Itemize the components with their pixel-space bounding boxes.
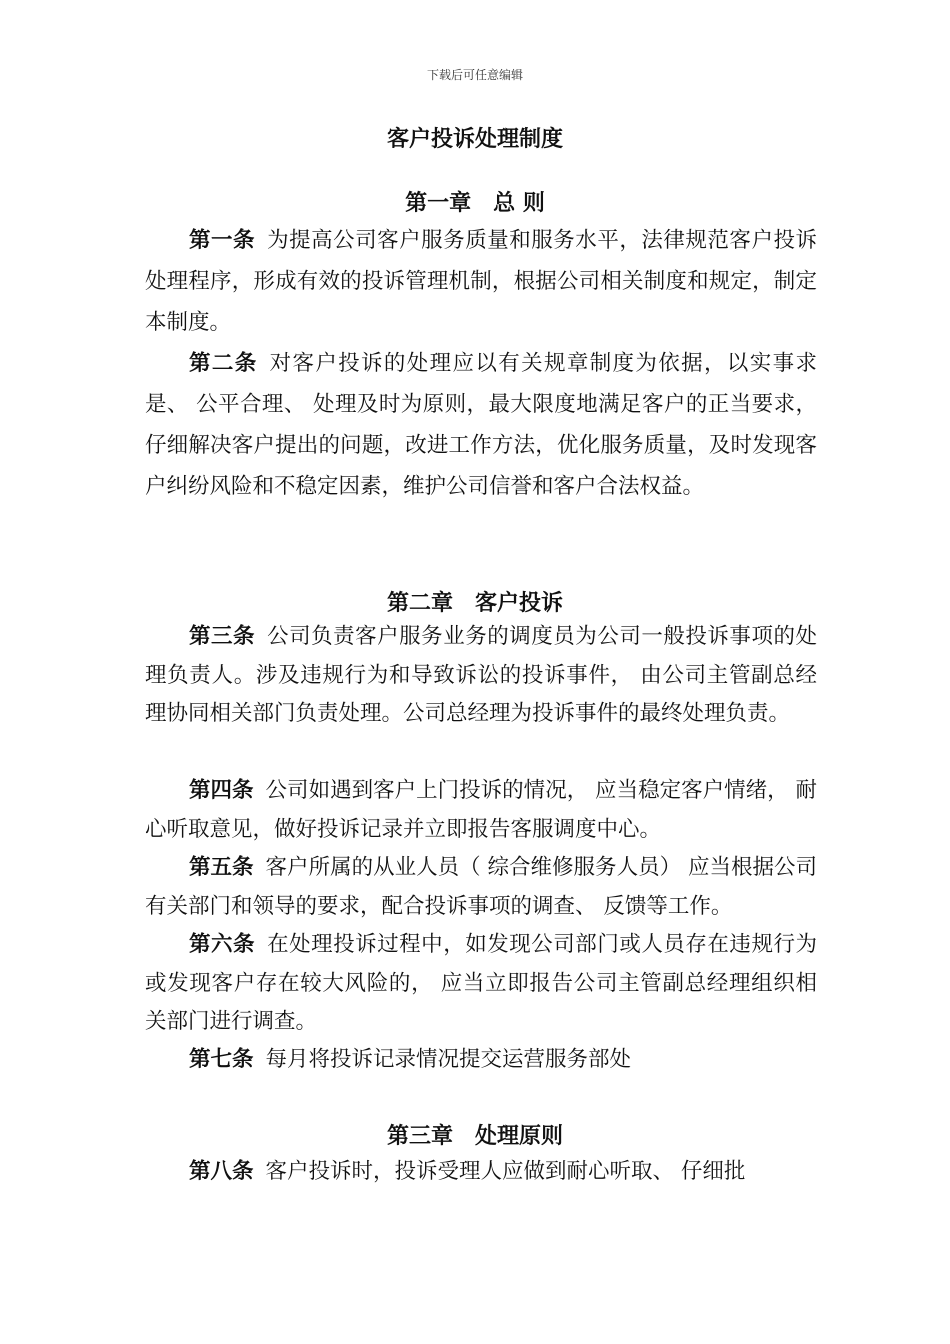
article-label: 第七条 (189, 1047, 254, 1072)
article-6 (145, 926, 817, 1042)
article-3 (145, 618, 817, 734)
article-4 (145, 772, 817, 849)
chapter-heading: 第三章 处理原则 (386, 1124, 563, 1149)
article-5 (145, 849, 817, 926)
article-text: 在处理投诉过程中，如发现公司部门或人员存在违规行为或发现客户存在较大风险的， 应当立即报告公司主管副总经理组织相关部门进行调查。 (145, 932, 817, 1034)
chapter-heading: 第一章 总 则 (405, 191, 545, 216)
article-label: 第八条 (189, 1159, 254, 1184)
article-label: 第一条 (189, 228, 256, 253)
article-label: 第六条 (189, 932, 256, 957)
article-text: 每月将投诉记录情况提交运营服务部处 (265, 1047, 632, 1072)
article-label: 第四条 (189, 778, 254, 803)
article-text: 客户投诉时，投诉受理人应做到耐心听取、 仔细批 (265, 1159, 746, 1184)
chapter-heading: 第二章 客户投诉 (386, 591, 563, 616)
article-text: 公司负责客户服务业务的调度员为公司一般投诉事项的处理负责人。涉及违规行为和导致诉讼的投诉事件， 由公司主管副总经理协同相关部门负责处理。公司总经理为投诉事件的最终处理负责。 (145, 624, 817, 726)
document-title: 客户投诉处理制度 (386, 127, 563, 152)
article-text: 为提高公司客户服务质量和服务水平，法律规范客户投诉处理程序，形成有效的投诉管理机制，根据公司相关制度和规定，制定本制度。 (145, 228, 817, 335)
article-text: 对客户投诉的处理应以有关规章制度为依据，以实事求是、 公平合理、 处理及时为原则，最大限度地满足客户的正当要求，仔细解决客户提出的问题，改进工作方法，优化服务质量，及时发现客户纠纷风险和不稳定因素，维护公司信誉和客户合法权益。 (145, 351, 817, 499)
header-note: 下载后可任意编辑 (426, 68, 523, 82)
article-label: 第五条 (189, 855, 254, 880)
article-8 (145, 1153, 817, 1192)
article-text: 公司如遇到客户上门投诉的情况， 应当稳定客户情绪， 耐心听取意见，做好投诉记录并立即报告客服调度中心。 (145, 778, 817, 842)
article-label: 第二条 (189, 351, 258, 376)
article-text: 客户所属的从业人员（ 综合维修服务人员） 应当根据公司有关部门和领导的要求，配合投诉事项的调查、 反馈等工作。 (145, 855, 817, 919)
article-1 (145, 220, 817, 343)
article-2 (145, 343, 817, 507)
article-7 (145, 1041, 817, 1080)
article-label: 第三条 (189, 624, 256, 649)
